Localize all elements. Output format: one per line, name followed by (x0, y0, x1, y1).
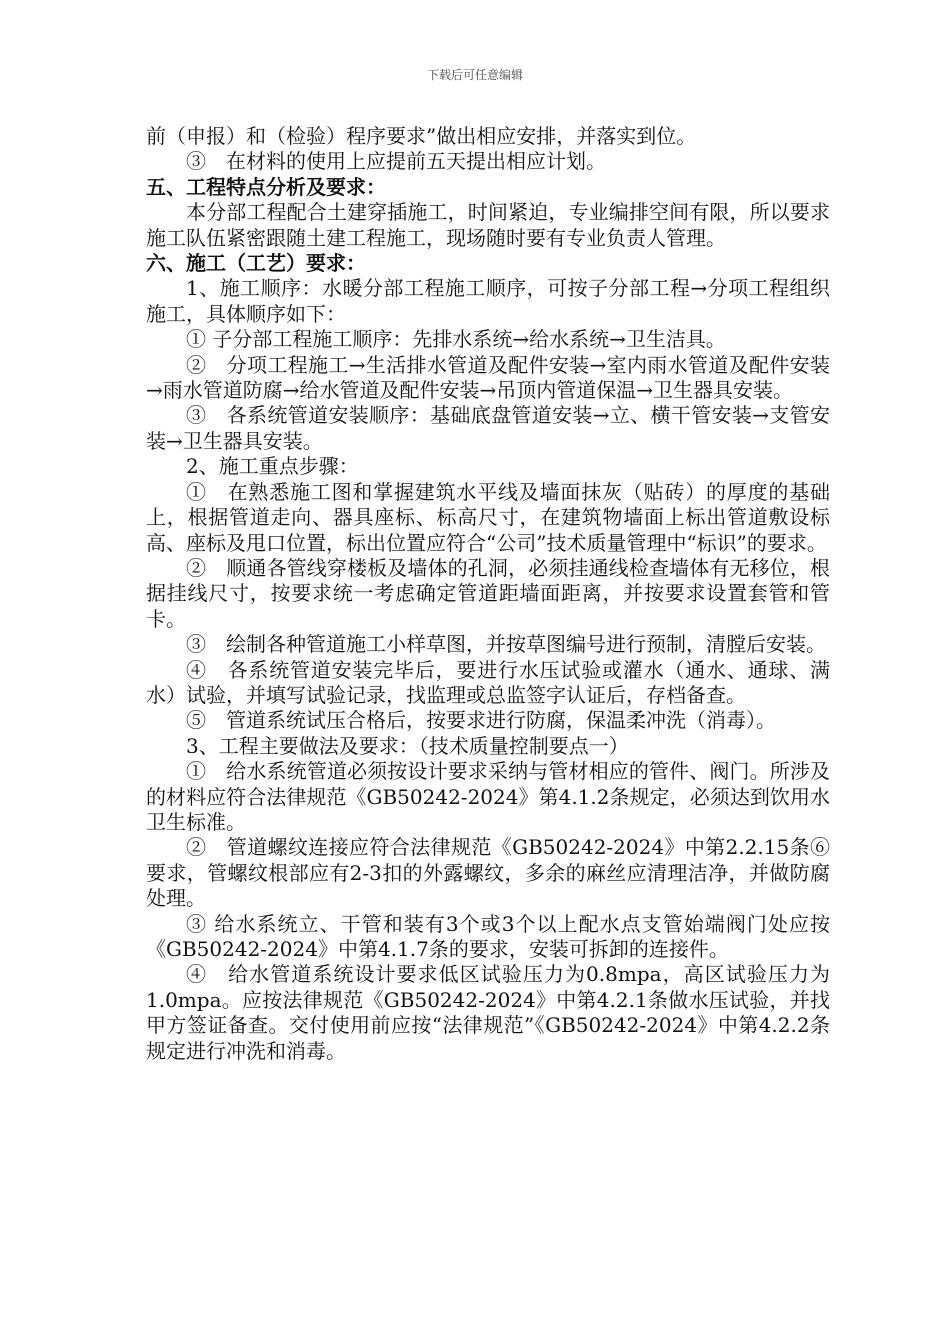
paragraph: 3、工程主要做法及要求：（技术质量控制要点一） (186, 733, 629, 758)
paragraph: 本分部工程配合土建穿插施工，时间紧迫，专业编排空间有限，所以要求施工队伍紧密跟随土建工程施工，现场随时要有专业负责人管理。 (146, 200, 830, 250)
paragraph: 1、施工顺序：水暖分部工程施工顺序，可按子分部工程→分项工程组织施工，具体顺序如下： (146, 276, 830, 326)
paragraph: ② 管道螺纹连接应符合法律规范《GB50242-2024》中第2.2.15条⑥要求，管螺纹根部应有2-3扣的外露螺纹，多余的麻丝应清理洁净，并做防腐处理。 (146, 835, 830, 911)
paragraph: ① 在熟悉施工图和掌握建筑水平线及墙面抹灰（贴砖）的厚度的基础上，根据管道走向、器具座标、标高尺寸，在建筑物墙面上标出管道敷设标高、座标及甩口位置，标出位置应符合“公司”技术质量管理中“标识”的要求。 (146, 479, 830, 555)
paragraph: ③ 给水系统立、干管和装有3个或3个以上配水点支管始端阀门处应按《GB50242-2024》中第4.1.7条的要求，安装可拆卸的连接件。 (146, 911, 830, 961)
paragraph: ③ 在材料的使用上应提前五天提出相应计划。 (186, 149, 606, 174)
paragraph: ① 给水系统管道必须按设计要求采纳与管材相应的管件、阀门。所涉及的材料应符合法律规范《GB50242-2024》第4.1.2条规定，必须达到饮用水卫生标准。 (146, 759, 830, 834)
paragraph: ④ 给水管道系统设计要求低区试验压力为0.8mpa，高区试验压力为1.0mpa。应按法律规范《GB50242-2024》中第4.2.1条做水压试验，并找甲方签证备查。交付使用前应按“法律规范”《GB50242-2024》中第4.2.2条规定进行冲洗和消毒。 (146, 962, 830, 1063)
paragraph-continuation: 前（申报）和（检验）程序要求”做出相应安排，并落实到位。 (146, 124, 697, 148)
section-heading: 六、施工（工艺）要求： (146, 251, 366, 276)
page-header: 下载后可任意编辑 (426, 68, 523, 82)
section-heading: 五、工程特点分析及要求： (146, 174, 386, 199)
paragraph: ④ 各系统管道安装完毕后，要进行水压试验或灌水（通水、通球、满水）试验，并填写试验记录，找监理或总监签字认证后，存档备查。 (146, 657, 830, 707)
paragraph: ③ 绘制各种管道施工小样草图，并按草图编号进行预制，清膛后安装。 (186, 632, 826, 657)
paragraph: ⑤ 管道系统试压合格后，按要求进行防腐，保温柔冲洗（消毒）。 (186, 708, 776, 733)
paragraph: 2、施工重点步骤： (186, 454, 359, 479)
paragraph: ① 子分部工程施工顺序：先排水系统→给水系统→卫生洁具。 (186, 327, 726, 352)
paragraph: ② 分项工程施工→生活排水管道及配件安装→室内雨水管道及配件安装→雨水管道防腐→给水管道及配件安装→吊顶内管道保温→卫生器具安装。 (146, 352, 830, 403)
paragraph: ③ 各系统管道安装顺序：基础底盘管道安装→立、横干管安装→支管安装→卫生器具安装。 (146, 403, 830, 453)
document-body (146, 124, 830, 1064)
paragraph: ② 顺通各管线穿楼板及墙体的孔洞，必须挂通线检查墙体有无移位，根据挂线尺寸，按要求统一考虑确定管道距墙面距离，并按要求设置套管和管卡。 (146, 555, 830, 631)
